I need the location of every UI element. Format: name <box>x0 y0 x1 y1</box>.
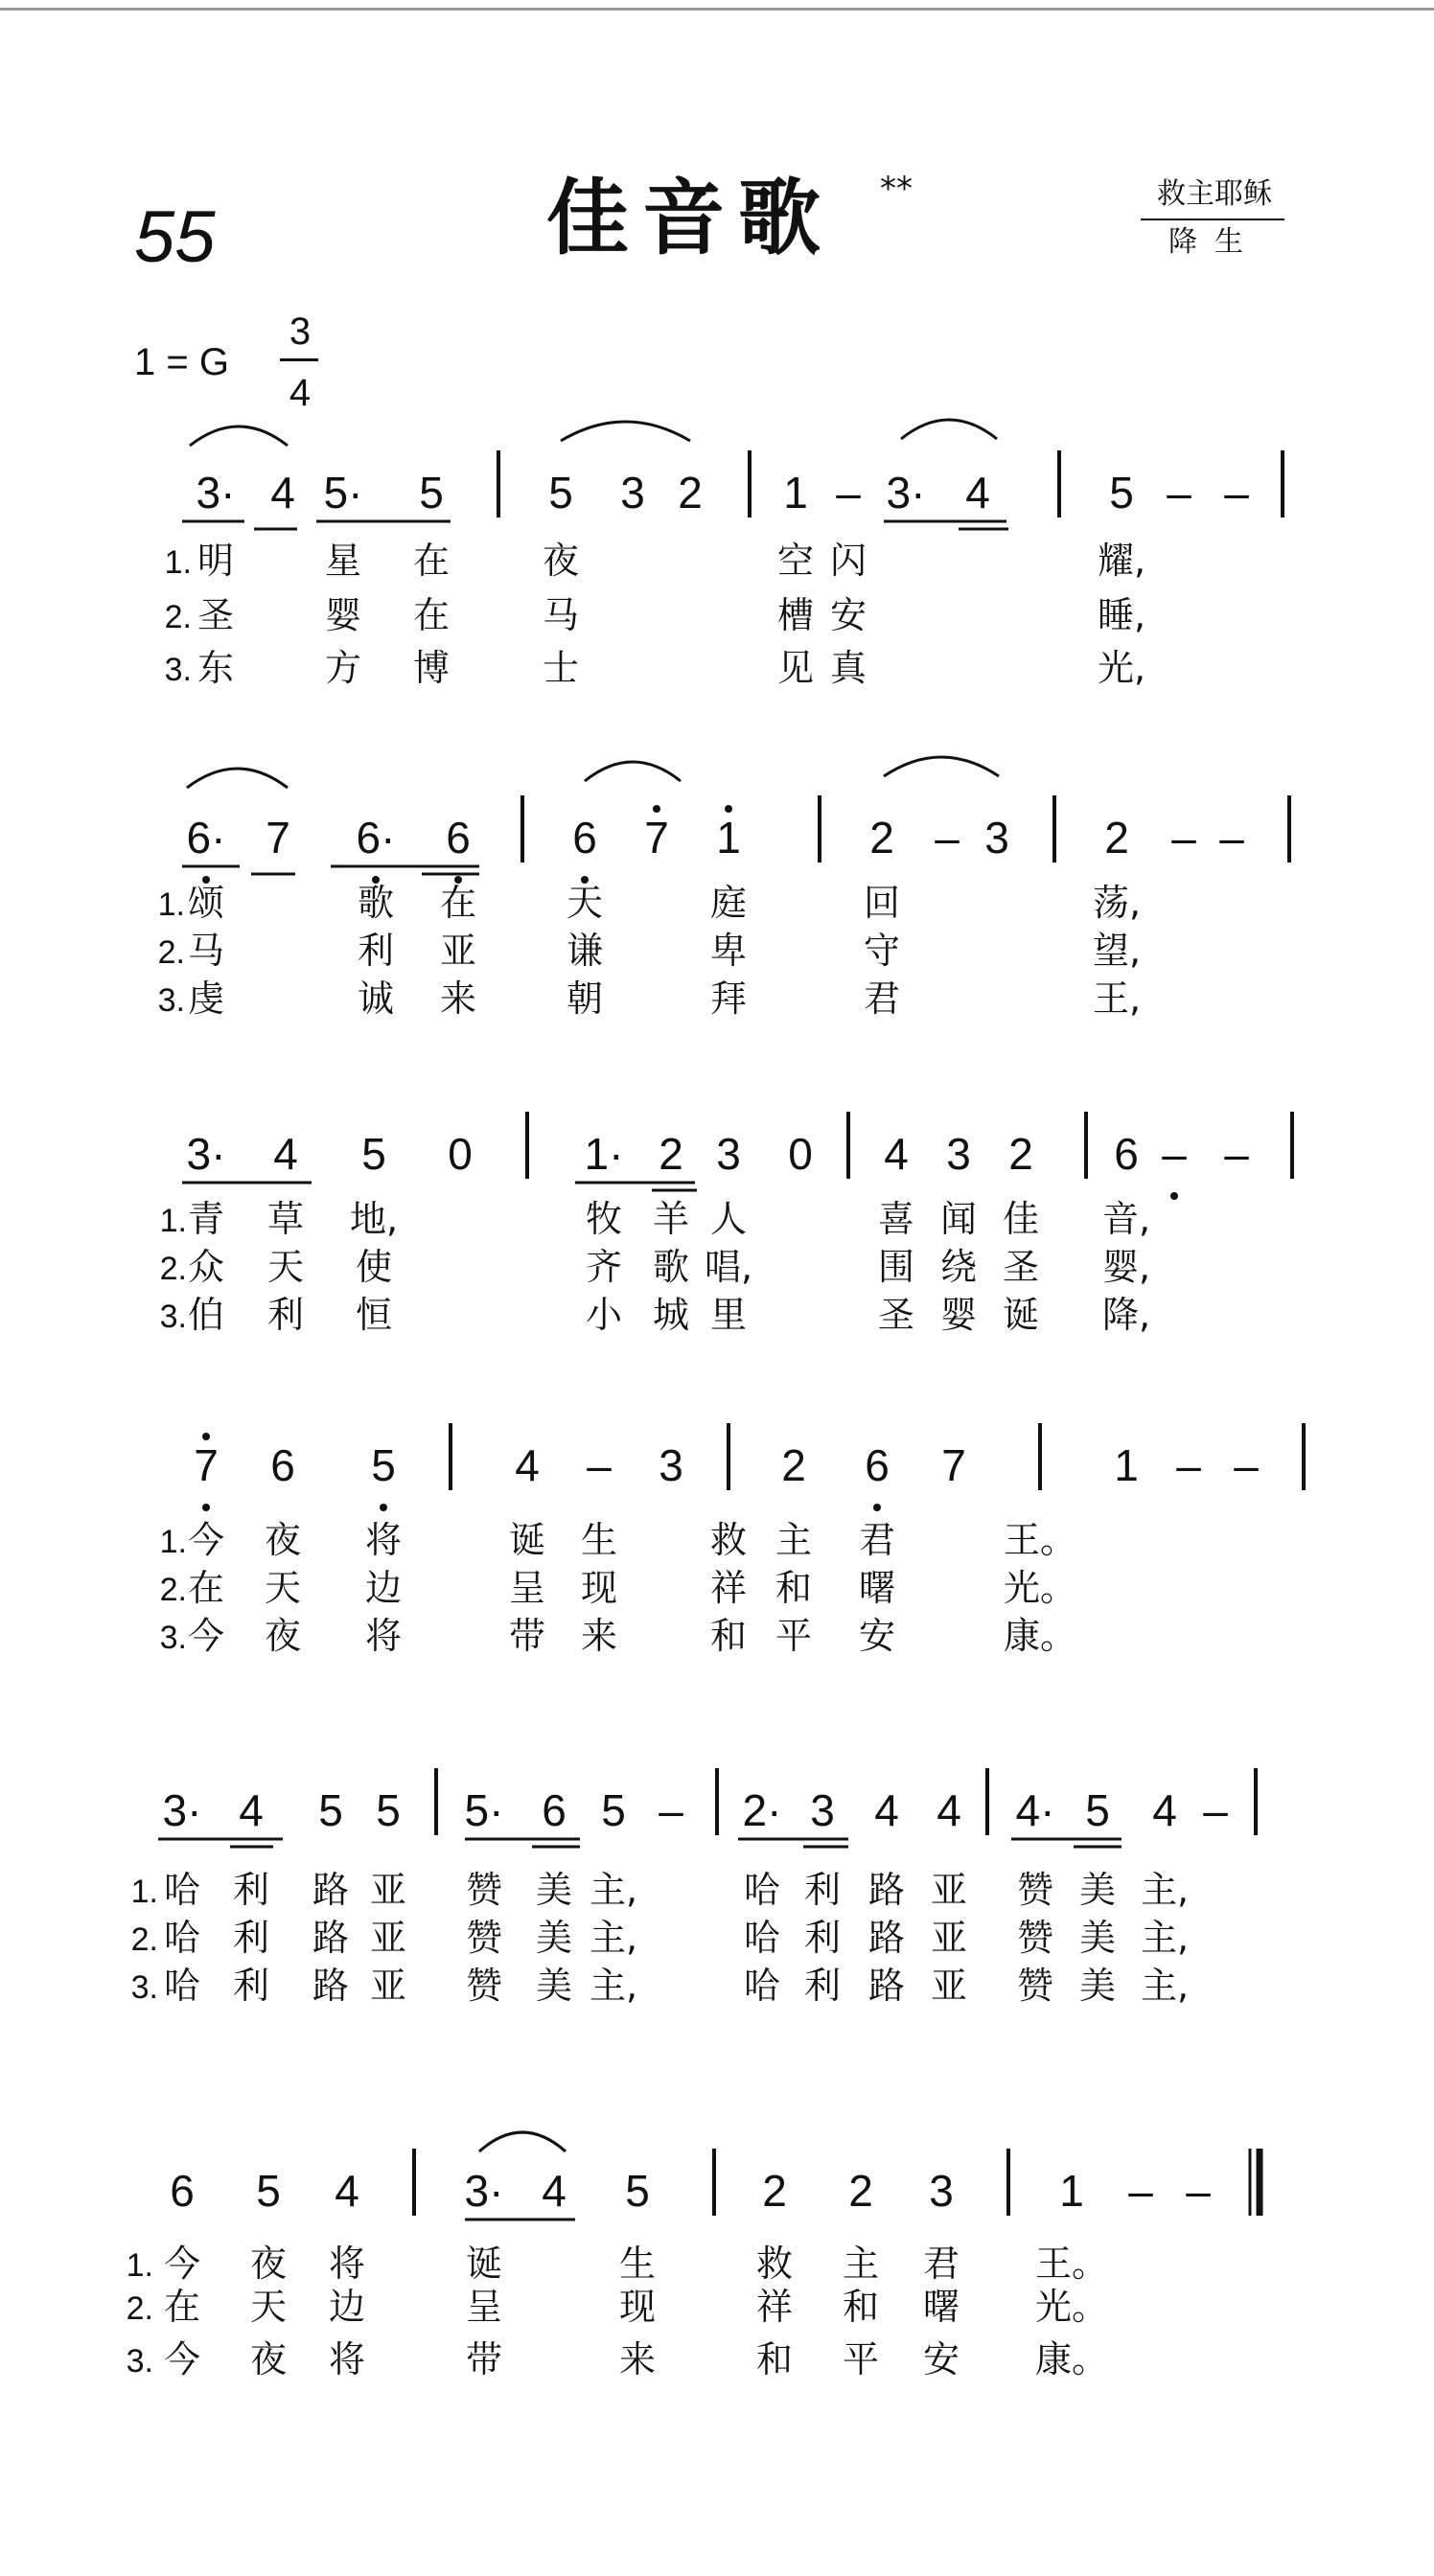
lyric-syllable: 降, <box>1101 1294 1151 1336</box>
lyric-syllable: 今 <box>187 1519 225 1561</box>
note: 4 <box>874 1785 899 1835</box>
note: 1 <box>783 468 808 518</box>
lyric-syllable: 来 <box>580 1615 618 1657</box>
note: 3· <box>464 2166 504 2216</box>
lyric-syllable: 婴 <box>939 1294 978 1336</box>
lyric-syllable: 羊 <box>652 1198 690 1240</box>
lyric-syllable: 和 <box>842 2286 880 2328</box>
category-label: 救主耶稣 <box>1157 177 1272 211</box>
note: 2 <box>678 468 703 518</box>
lyric-syllable: 赞 <box>465 1917 503 1959</box>
lyric-syllable: 主, <box>589 1965 638 2007</box>
lyric-syllable: 美 <box>535 1869 573 1911</box>
slur <box>884 757 999 776</box>
lyric-syllable: 利 <box>803 1869 842 1911</box>
lyric-syllable: 亚 <box>369 1965 407 2007</box>
note: 5 <box>419 468 444 518</box>
lyric-syllable: 来 <box>618 2338 657 2380</box>
note: 7 <box>194 1440 219 1490</box>
lyric-syllable: 耀, <box>1097 540 1146 582</box>
lyric-syllable: 康。 <box>1034 2338 1109 2380</box>
lyric-syllable: 庭 <box>709 882 748 924</box>
octave-dot-above <box>653 805 660 813</box>
verse-number: 1. <box>126 2247 153 2284</box>
verse-number: 1. <box>164 544 192 581</box>
note: 4· <box>1015 1785 1055 1835</box>
lyric-syllable: 婴 <box>324 594 362 636</box>
lyric-syllable: 绕 <box>939 1246 978 1288</box>
lyric-syllable: 圣 <box>1002 1246 1040 1288</box>
lyric-syllable: 祥 <box>709 1567 748 1609</box>
lyric-syllable: 君 <box>922 2242 960 2285</box>
key-signature: 1 = G <box>134 341 229 383</box>
octave-dot-above <box>725 805 732 813</box>
lyric-syllable: 主, <box>1140 1965 1190 2007</box>
note: 6 <box>446 813 471 862</box>
note: 5 <box>548 468 573 518</box>
lyric-syllable: 赞 <box>465 1869 503 1911</box>
lyric-syllable: 路 <box>312 1917 350 1959</box>
note: – <box>1203 1785 1228 1835</box>
note: 6 <box>170 2166 195 2216</box>
lyric-syllable: 天 <box>266 1246 305 1288</box>
subcategory-label: 降生 <box>1168 225 1261 259</box>
lyric-syllable: 安 <box>829 594 867 636</box>
note: 7 <box>644 813 669 862</box>
lyric-syllable: 歌 <box>357 882 395 924</box>
verse-number: 2. <box>159 1251 187 1287</box>
lyric-syllable: 诞 <box>465 2242 503 2285</box>
lyric-syllable: 喜 <box>877 1198 915 1240</box>
lyric-syllable: 救 <box>755 2242 794 2285</box>
note: – <box>1162 1129 1187 1179</box>
note: 5 <box>625 2166 650 2216</box>
lyric-syllable: 安 <box>922 2338 960 2380</box>
lyric-syllable: 牧 <box>585 1198 623 1240</box>
lyric-syllable: 小 <box>585 1294 623 1336</box>
lyric-syllable: 诞 <box>508 1519 546 1561</box>
lyric-syllable: 人 <box>709 1198 748 1240</box>
lyric-syllable: 和 <box>709 1615 748 1657</box>
lyric-syllable: 王。 <box>1034 2242 1109 2285</box>
lyric-syllable: 路 <box>867 1965 906 2007</box>
note: 3· <box>162 1785 202 1835</box>
lyric-syllable: 闻 <box>939 1198 978 1240</box>
note: – <box>1167 468 1191 518</box>
verse-number: 3. <box>126 2343 153 2380</box>
lyric-syllable: 圣 <box>877 1294 915 1336</box>
lyric-syllable: 生 <box>580 1519 618 1561</box>
note: 7 <box>941 1440 966 1490</box>
lyric-syllable: 美 <box>535 1917 573 1959</box>
slur <box>190 426 288 446</box>
lyric-syllable: 利 <box>803 1917 842 1959</box>
lyric-syllable: 主, <box>1140 1869 1190 1911</box>
lyric-syllable: 路 <box>867 1917 906 1959</box>
lyric-syllable: 利 <box>357 930 395 972</box>
lyric-syllable: 卑 <box>709 930 748 972</box>
note: 5 <box>371 1440 396 1490</box>
lyric-syllable: 和 <box>775 1567 813 1609</box>
lyric-syllable: 平 <box>842 2338 880 2380</box>
note: 2· <box>742 1785 782 1835</box>
lyric-syllable: 主, <box>589 1869 638 1911</box>
lyric-syllable: 带 <box>508 1615 546 1657</box>
lyric-syllable: 诚 <box>357 978 395 1020</box>
note: 1 <box>1114 1440 1139 1490</box>
note: 4 <box>270 468 295 518</box>
octave-dot-below <box>380 1504 387 1511</box>
lyric-syllable: 夜 <box>264 1615 302 1657</box>
lyric-syllable: 在 <box>187 1567 225 1609</box>
note: 0 <box>448 1129 473 1179</box>
lyric-syllable: 城 <box>652 1294 690 1336</box>
verse-number: 1. <box>159 1203 187 1239</box>
verse-number: 3. <box>159 1299 187 1335</box>
lyric-syllable: 使 <box>355 1246 393 1288</box>
lyric-syllable: 东 <box>197 647 235 689</box>
note: 4 <box>273 1129 298 1179</box>
note: 6· <box>186 813 226 862</box>
lyric-syllable: 伯 <box>187 1294 225 1336</box>
note: 4 <box>884 1129 909 1179</box>
lyric-syllable: 闪 <box>829 540 867 582</box>
lyric-syllable: 现 <box>618 2286 657 2328</box>
octave-dot-above <box>202 1433 210 1440</box>
lyric-syllable: 星 <box>324 540 362 582</box>
lyric-syllable: 恒 <box>355 1294 393 1336</box>
lyric-syllable: 哈 <box>163 1917 201 1959</box>
verse-number: 3. <box>157 982 185 1019</box>
time-signature-beats: 3 <box>289 310 312 353</box>
note: 5 <box>1085 1785 1110 1835</box>
note: 3 <box>620 468 645 518</box>
lyric-syllable: 赞 <box>1016 1965 1054 2007</box>
note: 5 <box>376 1785 401 1835</box>
lyric-syllable: 呈 <box>465 2286 503 2328</box>
lyric-syllable: 君 <box>858 1519 896 1561</box>
note: 5 <box>1109 468 1134 518</box>
note: 4 <box>239 1785 264 1835</box>
note: 6 <box>270 1440 295 1490</box>
note: – <box>1128 2166 1153 2216</box>
lyric-syllable: 美 <box>535 1965 573 2007</box>
lyric-syllable: 来 <box>439 978 477 1020</box>
lyric-syllable: 地, <box>349 1198 399 1240</box>
note: 3· <box>196 468 236 518</box>
lyric-syllable: 夜 <box>264 1519 302 1561</box>
lyric-syllable: 天 <box>249 2286 288 2328</box>
note: 4 <box>335 2166 359 2216</box>
octave-dot-below <box>1170 1192 1178 1200</box>
lyric-syllable: 在 <box>163 2286 201 2328</box>
note: – <box>587 1440 612 1490</box>
note: 2 <box>869 813 894 862</box>
lyric-syllable: 亚 <box>930 1917 968 1959</box>
lyric-syllable: 谦 <box>566 930 604 972</box>
lyric-syllable: 将 <box>364 1519 403 1561</box>
lyric-syllable: 婴, <box>1101 1246 1151 1288</box>
lyric-syllable: 哈 <box>163 1965 201 2007</box>
hymn-number: 55 <box>134 196 216 278</box>
note: 7 <box>266 813 290 862</box>
lyric-syllable: 唱, <box>704 1246 753 1288</box>
note: 4 <box>1152 1785 1177 1835</box>
verse-number: 3. <box>164 652 192 688</box>
lyric-syllable: 祥 <box>755 2286 794 2328</box>
verse-number: 1. <box>157 886 185 923</box>
verse-number: 1. <box>159 1524 187 1560</box>
note: 4 <box>542 2166 567 2216</box>
slur <box>187 769 288 788</box>
lyric-syllable: 光。 <box>1034 2286 1109 2328</box>
note: 3 <box>810 1785 835 1835</box>
lyric-syllable: 在 <box>412 540 451 582</box>
lyric-syllable: 路 <box>867 1869 906 1911</box>
lyric-syllable: 哈 <box>743 1917 781 1959</box>
note: 2 <box>762 2166 787 2216</box>
lyric-syllable: 边 <box>364 1567 403 1609</box>
lyric-syllable: 光, <box>1097 647 1146 689</box>
lyric-syllable: 康。 <box>1003 1615 1077 1657</box>
lyric-syllable: 亚 <box>369 1917 407 1959</box>
note: 3· <box>886 468 926 518</box>
lyric-syllable: 士 <box>542 647 580 689</box>
lyric-syllable: 边 <box>328 2286 366 2328</box>
lyric-syllable: 生 <box>618 2242 657 2285</box>
note: 3 <box>659 1440 683 1490</box>
verse-number: 3. <box>159 1620 187 1656</box>
lyric-syllable: 歌 <box>652 1246 690 1288</box>
note: 6 <box>865 1440 890 1490</box>
hymn-title: 佳音歌 <box>546 170 834 266</box>
lyric-syllable: 王。 <box>1003 1519 1077 1561</box>
lyric-syllable: 空 <box>776 540 815 582</box>
note: 5 <box>318 1785 343 1835</box>
lyric-syllable: 带 <box>465 2338 503 2380</box>
verse-number: 2. <box>159 1572 187 1608</box>
lyric-syllable: 荡, <box>1092 882 1142 924</box>
lyric-syllable: 夜 <box>249 2242 288 2285</box>
note: 4 <box>515 1440 540 1490</box>
note: 2 <box>659 1129 683 1179</box>
note: 5 <box>601 1785 626 1835</box>
note: 2 <box>848 2166 873 2216</box>
lyric-syllable: 博 <box>412 647 451 689</box>
note: 3 <box>929 2166 954 2216</box>
lyric-syllable: 围 <box>877 1246 915 1288</box>
lyric-syllable: 赞 <box>1016 1917 1054 1959</box>
note: 1 <box>716 813 741 862</box>
lyric-syllable: 回 <box>863 882 901 924</box>
lyric-syllable: 望, <box>1092 930 1142 972</box>
note: – <box>659 1785 683 1835</box>
lyric-syllable: 亚 <box>930 1965 968 2007</box>
slur <box>901 420 997 439</box>
lyric-syllable: 美 <box>1078 1917 1117 1959</box>
lyric-syllable: 在 <box>412 594 451 636</box>
lyric-syllable: 利 <box>803 1965 842 2007</box>
note: 2 <box>1008 1129 1033 1179</box>
time-signature-unit: 4 <box>289 372 312 414</box>
lyric-syllable: 马 <box>187 930 225 972</box>
lyric-syllable: 今 <box>163 2242 201 2285</box>
verse-number: 2. <box>126 2290 153 2327</box>
lyric-syllable: 美 <box>1078 1965 1117 2007</box>
note: 1 <box>1059 2166 1084 2216</box>
note: – <box>935 813 960 862</box>
note: 2 <box>781 1440 806 1490</box>
verse-number: 2. <box>164 599 192 635</box>
lyric-syllable: 赞 <box>1016 1869 1054 1911</box>
note: – <box>1171 813 1196 862</box>
lyric-syllable: 今 <box>163 2338 201 2380</box>
lyric-syllable: 诞 <box>1002 1294 1040 1336</box>
verse-number: 3. <box>130 1969 158 2006</box>
lyric-syllable: 将 <box>328 2242 366 2285</box>
note: – <box>1219 813 1244 862</box>
lyric-syllable: 路 <box>312 1965 350 2007</box>
lyric-syllable: 亚 <box>369 1869 407 1911</box>
lyric-syllable: 槽 <box>776 594 815 636</box>
note: – <box>836 468 861 518</box>
note: 0 <box>788 1129 813 1179</box>
lyric-syllable: 主, <box>589 1917 638 1959</box>
note: 4 <box>965 468 990 518</box>
note: 4 <box>937 1785 961 1835</box>
lyric-syllable: 佳 <box>1002 1198 1040 1240</box>
lyric-syllable: 曙 <box>922 2286 960 2328</box>
lyric-syllable: 天 <box>264 1567 302 1609</box>
lyric-syllable: 利 <box>232 1965 270 2007</box>
note: – <box>1224 468 1249 518</box>
lyric-syllable: 颂 <box>187 882 225 924</box>
lyric-syllable: 朝 <box>566 978 604 1020</box>
lyric-syllable: 亚 <box>439 930 477 972</box>
lyric-syllable: 和 <box>755 2338 794 2380</box>
lyric-syllable: 曙 <box>858 1567 896 1609</box>
lyric-syllable: 马 <box>542 594 580 636</box>
note: 5 <box>361 1129 386 1179</box>
slur <box>561 422 690 441</box>
lyric-syllable: 天 <box>566 882 604 924</box>
lyric-syllable: 君 <box>863 978 901 1020</box>
lyric-syllable: 草 <box>266 1198 305 1240</box>
lyric-syllable: 利 <box>232 1869 270 1911</box>
note: – <box>1224 1129 1249 1179</box>
lyric-syllable: 里 <box>709 1294 748 1336</box>
octave-dot-below <box>202 1504 210 1511</box>
lyric-syllable: 主 <box>842 2242 880 2285</box>
verse-number: 2. <box>130 1921 158 1958</box>
lyric-syllable: 安 <box>858 1615 896 1657</box>
lyric-syllable: 方 <box>324 647 362 689</box>
note: 3· <box>186 1129 226 1179</box>
slur <box>479 2132 566 2151</box>
lyric-syllable: 众 <box>187 1246 225 1288</box>
note: 3 <box>984 813 1009 862</box>
lyric-syllable: 夜 <box>249 2338 288 2380</box>
lyric-syllable: 利 <box>266 1294 305 1336</box>
note: 3 <box>946 1129 971 1179</box>
note: – <box>1176 1440 1201 1490</box>
lyric-syllable: 拜 <box>709 978 748 1020</box>
lyric-syllable: 今 <box>187 1615 225 1657</box>
lyric-syllable: 将 <box>364 1615 403 1657</box>
note: 6 <box>542 1785 567 1835</box>
lyric-syllable: 赞 <box>465 1965 503 2007</box>
lyric-syllable: 救 <box>709 1519 748 1561</box>
lyric-syllable: 现 <box>580 1567 618 1609</box>
note: 5· <box>323 468 363 518</box>
note: 2 <box>1104 813 1129 862</box>
lyric-syllable: 光。 <box>1003 1567 1077 1609</box>
lyric-syllable: 主, <box>1140 1917 1190 1959</box>
lyric-syllable: 哈 <box>743 1869 781 1911</box>
note: 3 <box>716 1129 741 1179</box>
lyric-syllable: 虔 <box>187 978 225 1020</box>
note: 5 <box>256 2166 281 2216</box>
lyric-syllable: 路 <box>312 1869 350 1911</box>
lyric-syllable: 守 <box>863 930 901 972</box>
lyric-syllable: 美 <box>1078 1869 1117 1911</box>
note: 1· <box>584 1129 624 1179</box>
lyric-syllable: 在 <box>439 882 477 924</box>
note: 6 <box>572 813 597 862</box>
verse-number: 2. <box>157 934 185 971</box>
lyric-syllable: 将 <box>328 2338 366 2380</box>
note: – <box>1234 1440 1259 1490</box>
lyric-syllable: 音, <box>1101 1198 1151 1240</box>
note: 5· <box>464 1785 504 1835</box>
lyric-syllable: 亚 <box>930 1869 968 1911</box>
lyric-syllable: 夜 <box>542 540 580 582</box>
lyric-syllable: 圣 <box>197 594 235 636</box>
note: 6 <box>1114 1129 1139 1179</box>
verse-number: 1. <box>130 1874 158 1910</box>
note: 6· <box>356 813 396 862</box>
lyric-syllable: 呈 <box>508 1567 546 1609</box>
lyric-syllable: 齐 <box>585 1246 623 1288</box>
lyric-syllable: 哈 <box>163 1869 201 1911</box>
lyric-syllable: 青 <box>187 1198 225 1240</box>
lyric-syllable: 主 <box>775 1519 813 1561</box>
title-marks: ** <box>880 170 913 208</box>
lyric-syllable: 哈 <box>743 1965 781 2007</box>
lyric-syllable: 平 <box>775 1615 813 1657</box>
slur <box>585 762 681 781</box>
octave-dot-below <box>873 1504 881 1511</box>
lyric-syllable: 明 <box>197 540 235 582</box>
lyric-syllable: 见 <box>776 647 815 689</box>
lyric-syllable: 利 <box>232 1917 270 1959</box>
note: – <box>1186 2166 1211 2216</box>
lyric-syllable: 睡, <box>1097 594 1146 636</box>
lyric-syllable: 王, <box>1092 978 1142 1020</box>
lyric-syllable: 真 <box>829 647 867 689</box>
